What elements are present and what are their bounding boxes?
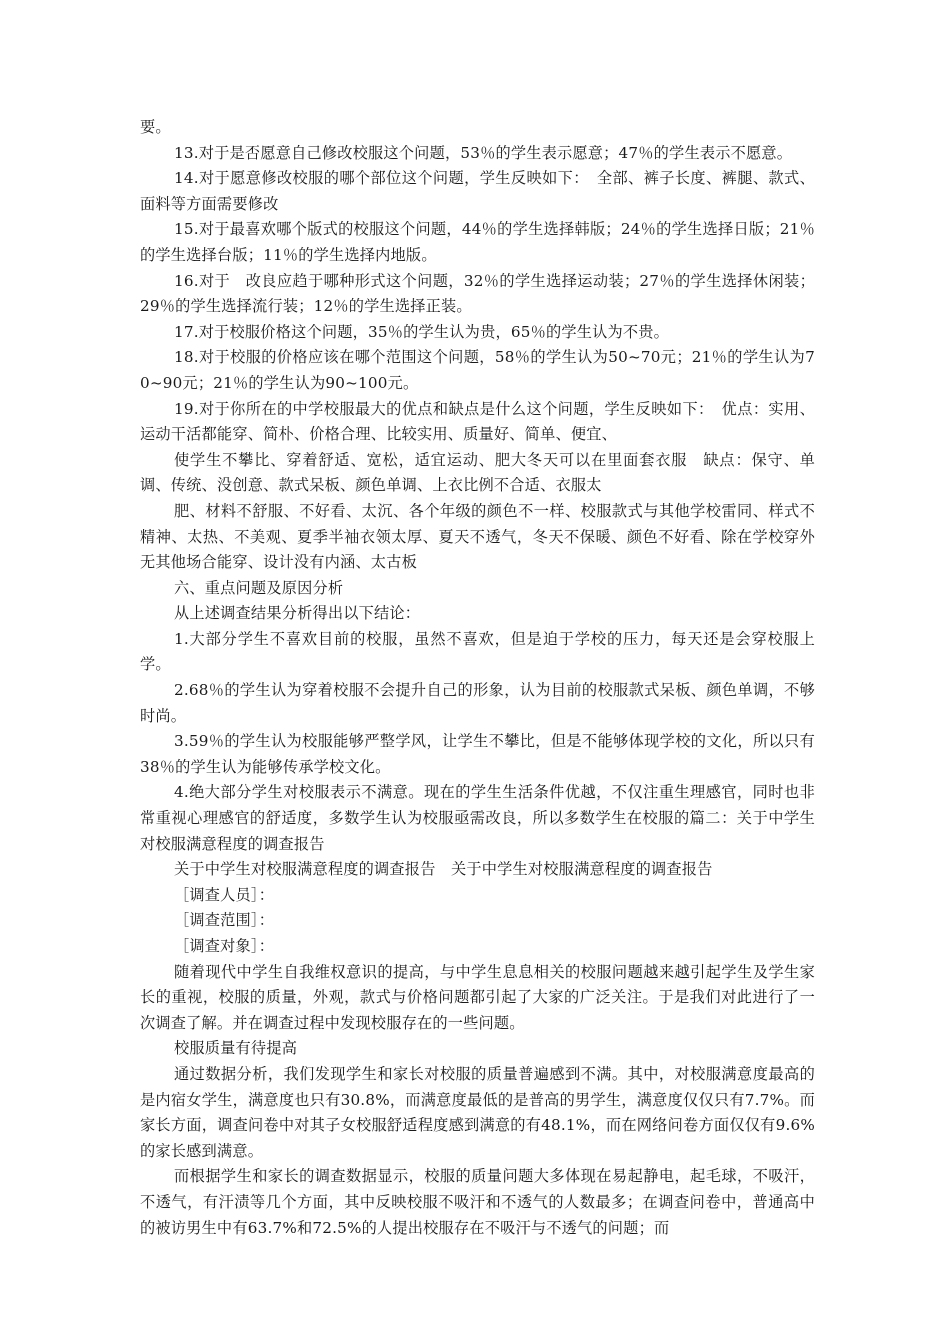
paragraph: 肥、材料不舒服、不好看、太沉、各个年级的颜色不一样、校服款式与其他学校雷同、样式不精神、太热、不美观、夏季半袖衣领太厚、夏天不透气，冬天不保暖、颜色不好看、除在学校穿外无其他场合能穿、设计没有内涵、太古板	[140, 501, 815, 572]
paragraph: 六、重点问题及原因分析	[174, 578, 344, 597]
paragraph: 关于中学生对校服满意程度的调查报告 关于中学生对校服满意程度的调查报告	[174, 860, 713, 879]
paragraph: 18.对于校服的价格应该在哪个范围这个问题，58％的学生认为50~70元；21％的学生认为70~90元；21％的学生认为90~100元。	[140, 348, 815, 392]
paragraph: 通过数据分析，我们发现学生和家长对校服的质量普遍感到不满。其中，对校服满意度最高的是内宿女学生，满意度也只有30.8%，而满意度最低的是普高的男学生，满意度仅仅只有7.7%。而家长方面，调查问卷中对其子女校服舒适程度感到满意的有48.1%，而在网络问卷方面仅仅有9.6%的家长感到满意。	[140, 1064, 815, 1160]
paragraph: 4.绝大部分学生对校服表示不满意。现在的学生生活条件优越，不仅注重生理感官，同时也非常重视心理感官的舒适度，多数学生认为校服亟需改良，所以多数学生在校服的篇二：关于中学生对校服满意程度的调查报告	[140, 783, 815, 853]
paragraph: 15.对于最喜欢哪个版式的校服这个问题，44％的学生选择韩版；24％的学生选择日版；21％的学生选择台版；11％的学生选择内地版。	[140, 220, 815, 264]
paragraph: 而根据学生和家长的调查数据显示，校服的质量问题大多体现在易起静电，起毛球，不吸汗，不透气，有汗渍等几个方面，其中反映校服不吸汗和不透气的人数最多；在调查问卷中，普通高中的被访男生中有63.7%和72.5%的人提出校服存在不吸汗与不透气的问题；而	[140, 1167, 815, 1237]
paragraph: ［调查人员］：	[174, 885, 275, 904]
paragraph: 要。	[140, 118, 171, 136]
paragraph: 从上述调查结果分析得出以下结论：	[174, 604, 421, 623]
paragraph: 13.对于是否愿意自己修改校服这个问题，53％的学生表示愿意；47％的学生表示不愿意。	[174, 143, 793, 162]
paragraph: 校服质量有待提高	[174, 1039, 298, 1058]
paragraph: 14.对于愿意修改校服的哪个部位这个问题，学生反映如下： 全部、裤子长度、裤腿、款式、面料等方面需要修改	[140, 169, 815, 213]
paragraph: ［调查范围］：	[174, 911, 275, 930]
paragraph: 19.对于你所在的中学校服最大的优点和缺点是什么这个问题，学生反映如下： 优点：实用、运动干活都能穿、简朴、价格合理、比较实用、质量好、简单、便宜、	[140, 399, 815, 444]
paragraph: 3.59％的学生认为校服能够严整学风，让学生不攀比，但是不能够体现学校的文化，所以只有38％的学生认为能够传承学校文化。	[140, 732, 815, 776]
paragraph: 17.对于校服价格这个问题，35％的学生认为贵，65％的学生认为不贵。	[174, 322, 670, 341]
paragraph: 使学生不攀比、穿着舒适、宽松，适宜运动、肥大冬天可以在里面套衣服 缺点：保守、单调、传统、没创意、款式呆板、颜色单调、上衣比例不合适、衣服太	[140, 450, 815, 495]
paragraph: 2.68％的学生认为穿着校服不会提升自己的形象，认为目前的校服款式呆板、颜色单调，不够时尚。	[140, 681, 815, 725]
paragraph: 随着现代中学生自我维权意识的提高，与中学生息息相关的校服问题越来越引起学生及学生家长的重视，校服的质量，外观，款式与价格问题都引起了大家的广泛关注。于是我们对此进行了一次调查了解。并在调查过程中发现校服存在的一些问题。	[140, 962, 815, 1032]
document-body	[140, 115, 815, 1241]
paragraph: ［调查对象］：	[174, 937, 275, 955]
paragraph: 1.大部分学生不喜欢目前的校服，虽然不喜欢，但是迫于学校的压力，每天还是会穿校服上学。	[140, 629, 815, 674]
paragraph: 16.对于 改良应趋于哪种形式这个问题，32％的学生选择运动装；27％的学生选择休闲装；29％的学生选择流行装；12％的学生选择正装。	[140, 271, 815, 316]
